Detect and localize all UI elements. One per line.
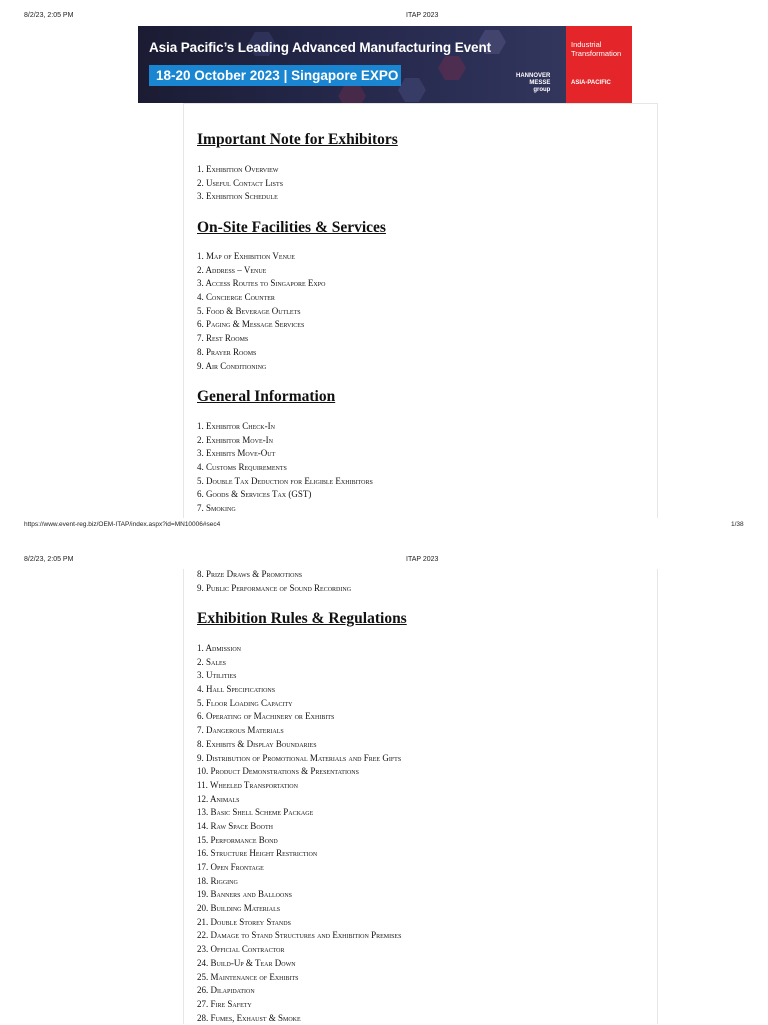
list-item[interactable]: 3. Exhibition Schedule — [197, 191, 278, 202]
list-item[interactable]: 2. Sales — [197, 656, 227, 667]
print-footer-page: 1/38 — [731, 521, 744, 528]
hannover-messe-logo: HANNOVER MESSE group — [516, 73, 551, 93]
list-item[interactable]: 27. Fire Safety — [197, 998, 252, 1009]
print-header-date: 8/2/23, 2:05 PM — [24, 12, 74, 19]
list-item[interactable]: 21. Double Storey Stands — [197, 916, 291, 927]
list-item[interactable]: 19. Banners and Balloons — [197, 889, 293, 900]
print-header-title: ITAP 2023 — [406, 12, 439, 19]
list-item[interactable]: 2. Useful Contact Lists — [197, 177, 284, 188]
continued-list — [197, 568, 351, 595]
list-item[interactable]: 5. Floor Loading Capacity — [197, 697, 293, 708]
section-title[interactable]: On-Site Facilities & Services — [197, 219, 386, 236]
list-item[interactable]: 2. Address – Venue — [197, 264, 267, 275]
list-item[interactable]: 8. Prize Draws & Promotions — [197, 569, 303, 579]
list-item[interactable]: 9. Public Performance of Sound Recording — [197, 582, 352, 593]
list-item[interactable]: 10. Product Demonstrations & Presentations — [197, 766, 359, 777]
list-item[interactable]: 6. Operating of Machinery or Exhibits — [197, 711, 335, 722]
section-title[interactable]: Exhibition Rules & Regulations — [197, 610, 407, 627]
list-item[interactable]: 1. Exhibition Overview — [197, 164, 279, 174]
list-item[interactable]: 26. Dilapidation — [197, 985, 255, 996]
list-item[interactable]: 23. Official Contractor — [197, 944, 285, 955]
list-item[interactable]: 3. Utilities — [197, 670, 237, 681]
list-item[interactable]: 24. Build-Up & Tear Down — [197, 957, 296, 968]
list-item[interactable]: 1. Admission — [197, 643, 242, 653]
hex-decoration — [398, 78, 426, 102]
list-item[interactable]: 8. Exhibits & Display Boundaries — [197, 738, 317, 749]
section-title[interactable]: General Information — [197, 388, 336, 405]
list-item[interactable]: 3. Exhibits Move-Out — [197, 448, 276, 459]
list-item[interactable]: 11. Wheeled Transportation — [197, 779, 298, 790]
list-item[interactable]: 16. Structure Height Restriction — [197, 848, 318, 859]
list-item[interactable]: 7. Dangerous Materials — [197, 725, 284, 736]
list-item[interactable]: 6. Goods & Services Tax (GST) — [197, 489, 312, 500]
section-list — [197, 420, 373, 516]
section-list — [197, 642, 401, 1025]
list-item[interactable]: 9. Air Conditioning — [197, 360, 267, 371]
list-item[interactable]: 4. Customs Requirements — [197, 462, 287, 473]
list-item[interactable]: 18. Rigging — [197, 875, 238, 886]
list-item[interactable]: 4. Hall Specifications — [197, 684, 276, 695]
print-header-title: ITAP 2023 — [406, 556, 439, 563]
list-item[interactable]: 6. Paging & Message Services — [197, 319, 305, 330]
logo-title: Industrial Transformation — [571, 40, 622, 58]
print-header-date: 8/2/23, 2:05 PM — [24, 556, 74, 563]
list-item[interactable]: 5. Food & Beverage Outlets — [197, 305, 301, 316]
list-item[interactable]: 9. Distribution of Promotional Materials and Free Gifts — [197, 752, 402, 763]
hex-decoration — [438, 56, 466, 80]
banner-date-bar: 18-20 October 2023 | Singapore EXPO — [149, 65, 401, 86]
list-item[interactable]: 28. Fumes, Exhaust & Smoke — [197, 1012, 301, 1023]
section-title[interactable]: Important Note for Exhibitors — [197, 131, 398, 148]
list-item[interactable]: 14. Raw Space Booth — [197, 820, 273, 831]
list-item[interactable]: 7. Smoking — [197, 503, 236, 514]
list-item[interactable]: 4. Concierge Counter — [197, 292, 275, 303]
list-item[interactable]: 5. Double Tax Deduction for Eligible Exhibitors — [197, 475, 373, 486]
list-item[interactable]: 22. Damage to Stand Structures and Exhibition Premises — [197, 930, 402, 941]
list-item[interactable]: 7. Rest Rooms — [197, 333, 249, 344]
event-banner[interactable] — [138, 26, 632, 103]
list-item[interactable]: 3. Access Routes to Singapore Expo — [197, 278, 326, 289]
print-footer-url: https://www.event-reg.biz/OEM-ITAP/index.aspx?id=MN10006#sec4 — [24, 521, 221, 528]
list-item[interactable]: 17. Open Frontage — [197, 862, 264, 872]
list-item[interactable]: 8. Prayer Rooms — [197, 346, 257, 357]
list-item[interactable]: 25. Maintenance of Exhibits — [197, 971, 299, 982]
list-item[interactable]: 20. Building Materials — [197, 903, 281, 914]
list-item[interactable]: 2. Exhibitor Move-In — [197, 434, 273, 445]
hex-decoration — [338, 84, 366, 103]
logo-subtitle: ASIA-PACIFIC — [571, 80, 611, 86]
banner-headline: Asia Pacific’s Leading Advanced Manufacturing Event — [149, 40, 491, 55]
industrial-transformation-logo — [566, 26, 632, 103]
list-item[interactable]: 13. Basic Shell Scheme Package — [197, 807, 314, 818]
list-item[interactable]: 15. Performance Bond — [197, 834, 278, 845]
list-item[interactable]: 1. Map of Exhibition Venue — [197, 251, 295, 261]
list-item[interactable]: 1. Exhibitor Check-In — [197, 421, 275, 431]
section-list — [197, 163, 283, 204]
section-list — [197, 250, 325, 373]
list-item[interactable]: 12. Animals — [197, 793, 240, 804]
